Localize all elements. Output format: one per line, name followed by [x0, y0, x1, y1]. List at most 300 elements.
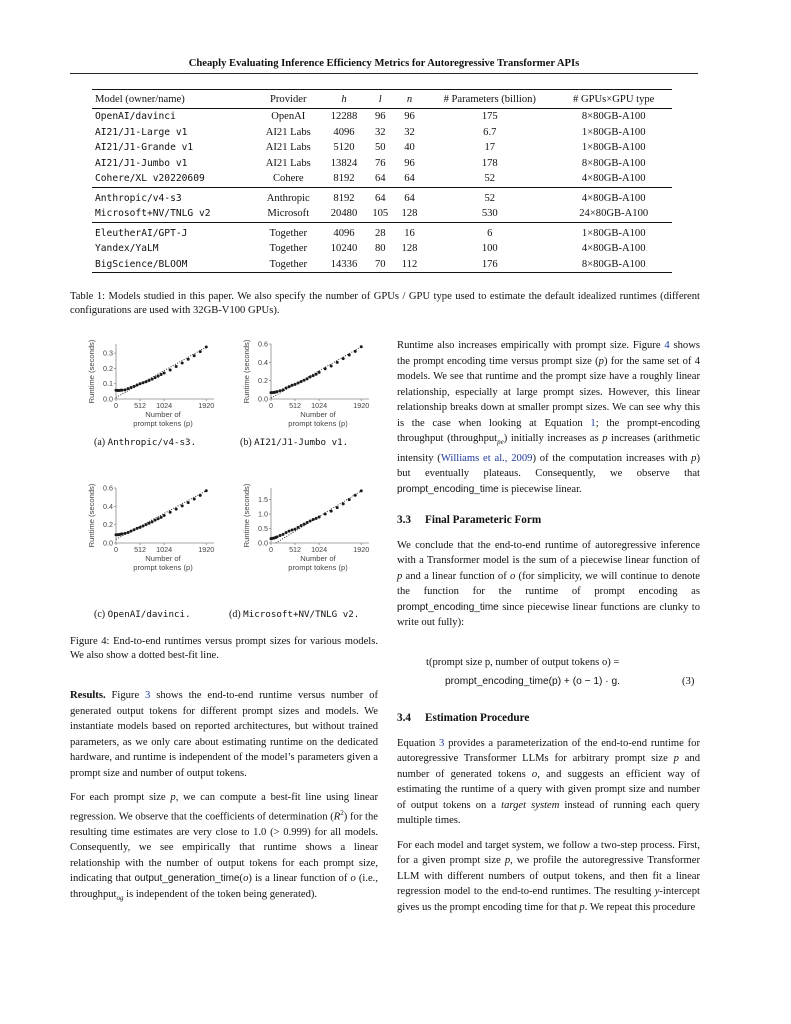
cell-model: Anthropic/v4-s3: [95, 192, 182, 204]
function-name: output_generation_time: [134, 873, 240, 885]
y-tick-label: 0.5: [258, 524, 268, 534]
section-title: Estimation Procedure: [425, 712, 530, 724]
data-point: [324, 367, 327, 370]
cell-l: 64: [374, 192, 386, 204]
col-provider: Provider: [270, 93, 307, 105]
data-point: [127, 531, 130, 534]
data-point: [124, 532, 127, 535]
text: (: [239, 873, 244, 885]
data-point: [282, 533, 285, 536]
x-axis-label: Number of: [145, 410, 181, 419]
cell-h: 20480: [330, 208, 358, 220]
cell-params: 100: [481, 243, 498, 255]
cell-h: 12288: [330, 111, 358, 123]
x-tick-label: 1920: [353, 401, 370, 410]
x-tick-label: 512: [289, 545, 302, 554]
section-number: 3.3: [397, 514, 411, 527]
y-tick-label: 0.1: [103, 379, 113, 389]
runtime-paragraph: [397, 338, 700, 497]
section-3-3-paragraph: [397, 538, 700, 631]
bestfit-paragraph: For each prompt size p, we can compute a best-fit line using linear regression. We observe that the coefficients of determination $(R^2)$ for the resulting time estimates are very close to 1.0 (> 0.999) for all models. Consequently, we see empirically that runtime shows a linear relationship with the number of output tokens for each prompt size, indicating that output_generation_time(o) is a linear function of o (i.e., throughput$_{og}$ is independent of the token being generated).: [70, 792, 379, 902]
var-r: R: [333, 811, 341, 823]
text: For each prompt size: [70, 792, 171, 803]
x-axis-label: Number of: [145, 554, 181, 563]
x-tick-label: 1024: [156, 401, 173, 410]
cell-n: 16: [404, 227, 415, 239]
running-title: Cheaply Evaluating Inference Efficiency Metrics for Autoregressive Transformer APIs: [188, 58, 580, 69]
y-tick-label: 0.2: [258, 376, 268, 386]
text: ) for the resulting time estimates are very close to 1.0 (> 0.999) for all models. Consequently, we see empirically that runtime shows a linear relationship with the number of output tokens for each prompt size, indicating that: [70, 811, 379, 885]
y-tick-label: 0.0: [103, 394, 113, 404]
x-tick-label: 1920: [198, 545, 215, 554]
y-axis-label: Runtime (seconds): [242, 483, 251, 548]
x-tick-label: 512: [134, 545, 147, 554]
data-point: [133, 528, 136, 531]
x-tick-label: 512: [289, 401, 302, 410]
var-y: y: [654, 886, 660, 897]
cell-n: 128: [401, 208, 418, 220]
text: provides a parameterization of the end-to-end runtime for autoregressive Transformer LLMs for arbitrary prompt size: [397, 737, 700, 764]
text: , we can compute a best-fit line using linear regression. We observe that the coefficients of determination (: [70, 792, 378, 823]
equation-number: (3): [682, 676, 695, 687]
cell-n: 64: [404, 192, 415, 204]
data-point: [154, 376, 157, 379]
data-point: [163, 514, 166, 517]
cell-provider: Microsoft: [267, 208, 310, 220]
y-tick-label: 1.5: [258, 495, 268, 505]
text: We conclude that the end-to-end runtime of autoregressive inference with a Transformer model is the sum of a piecewise linear function of: [397, 539, 700, 567]
data-point: [330, 510, 333, 513]
data-point: [193, 498, 196, 501]
subcaption-a: [94, 437, 196, 448]
left-column: [70, 688, 378, 906]
cell-l: 105: [372, 208, 389, 220]
data-point: [136, 383, 139, 386]
text: ; the prompt-encoding throughput (throughput: [397, 417, 700, 444]
cell-l: 80: [374, 243, 386, 255]
data-point: [312, 518, 315, 521]
var-p: p: [397, 570, 403, 582]
table-row: [92, 241, 672, 257]
data-point: [297, 526, 300, 529]
cell-params: 6.7: [483, 126, 497, 138]
cell-model: AI21/J1-Grande v1: [95, 142, 194, 154]
x-tick-label: 0: [114, 545, 118, 554]
cell-provider: AI21 Labs: [265, 142, 311, 154]
subcaption-model: OpenAI/davinci.: [107, 609, 191, 620]
data-point: [139, 526, 142, 529]
text: Figure: [105, 690, 146, 701]
cell-model: OpenAI/davinci: [95, 111, 176, 123]
cell-gpus: 8×80GB-A100: [581, 111, 646, 123]
data-point: [303, 523, 306, 526]
y-tick-label: 1.0: [258, 509, 268, 519]
cell-gpus: 8×80GB-A100: [581, 157, 646, 169]
right-column: [397, 338, 700, 631]
data-point: [354, 494, 357, 497]
text: (for simplicity, we will continue to denote the function for the runtime of prompt encoding as: [397, 570, 700, 598]
col-n: n: [406, 93, 413, 105]
data-point: [127, 387, 130, 390]
x-tick-label: 1920: [198, 401, 215, 410]
var-p: p: [691, 452, 697, 464]
data-point: [199, 350, 202, 353]
cell-params: 175: [481, 111, 498, 123]
data-point: [163, 372, 166, 375]
data-point: [187, 358, 190, 361]
data-point: [279, 534, 282, 537]
var-o: o: [510, 570, 516, 582]
x-tick-label: 1024: [311, 545, 328, 554]
cell-gpus: 1×80GB-A100: [581, 126, 646, 138]
cell-h: 8192: [333, 173, 355, 185]
data-point: [133, 385, 136, 388]
var-p: p: [170, 792, 176, 803]
x-axis-label: Number of: [300, 554, 336, 563]
text: and number of generated tokens: [397, 753, 700, 780]
x-tick-label: 1024: [156, 545, 173, 554]
data-point: [336, 506, 339, 509]
data-point: [342, 357, 345, 360]
data-point: [342, 502, 345, 505]
data-point: [157, 375, 160, 378]
col-l: l: [378, 93, 382, 105]
text: shows the end-to-end runtime versus number of generated output tokens for different prompt sizes and models. We instantiate models based on reported architectures, but without trained parameters, as we only care about estimating runtime on the dedicated hardware, and runtime is independent of the model’s parameters given a prompt size and number of output tokens.: [70, 690, 378, 779]
y-tick-label: 0.4: [258, 357, 268, 367]
equation-1-link[interactable]: 1: [590, 417, 596, 429]
var-p: p: [673, 753, 679, 764]
x-tick-label: 0: [114, 401, 118, 410]
data-point: [205, 346, 208, 349]
table-row: [92, 171, 672, 187]
cell-provider: OpenAI: [271, 111, 306, 123]
figure-caption: Figure 4: End-to-end runtimes versus prompt sizes for various models. We also show a dotted best-fit line.: [70, 636, 378, 662]
cell-l: 28: [374, 227, 386, 239]
text: ) for the same set of 4 models. We see that runtime and the prompt size have a roughly linear relationship, especially at large prompt sizes. However, this linear relationship breaks down at smaller prompt sizes. We can see why this is the case when looking at Equation: [397, 355, 700, 429]
cell-gpus: 24×80GB-A100: [579, 208, 649, 220]
section-3-3-heading: [397, 513, 700, 529]
x-tick-label: 1024: [311, 401, 328, 410]
cell-l: 70: [374, 258, 386, 270]
var-p: p: [579, 901, 585, 913]
table-header-row: [92, 90, 672, 109]
function-name: prompt_encoding_time: [397, 601, 499, 613]
data-point: [136, 527, 139, 530]
data-point: [291, 528, 294, 531]
data-point: [130, 530, 133, 533]
chart-d: [233, 482, 383, 582]
cell-params: 6: [487, 227, 493, 239]
col-model: Model (owner/name): [95, 93, 185, 105]
y-tick-label: 0.2: [103, 520, 113, 530]
data-point: [142, 381, 145, 384]
best-fit-line: [271, 347, 361, 398]
table-row: [92, 156, 672, 172]
text: is piecewise linear.: [498, 483, 582, 495]
figure-4-link[interactable]: 4: [664, 340, 670, 351]
cell-model: BigScience/BLOOM: [95, 258, 188, 270]
equation-3-link[interactable]: 3: [439, 737, 445, 749]
text: ) initially increases as: [503, 433, 603, 444]
subscript: og: [116, 893, 124, 902]
cell-model: Cohere/XL v20220609: [95, 173, 205, 185]
cell-params: 52: [484, 173, 496, 185]
subfigure-d: [233, 482, 383, 630]
table-caption: Table 1: Models studied in this paper. We also specify the number of GPUs / GPU type used to estimate the default idealized runtimes (different configurations are used with 32GB-V100 GPUs).: [70, 291, 700, 317]
var-p: p: [504, 855, 511, 866]
x-axis-label: prompt tokens (p): [288, 419, 348, 428]
subfigure-a: [78, 338, 228, 486]
cell-h: 4096: [333, 227, 355, 239]
data-point: [348, 498, 351, 501]
data-point: [294, 528, 297, 531]
cell-provider: Together: [269, 243, 308, 255]
emphasis: target system: [501, 799, 560, 811]
data-point: [324, 513, 327, 516]
data-point: [318, 371, 321, 374]
data-point: [181, 504, 184, 507]
var-o: o: [531, 768, 538, 780]
cell-model: Microsoft+NV/TNLG v2: [95, 208, 211, 220]
cell-model: AI21/J1-Jumbo v1: [95, 157, 188, 169]
x-axis-label: prompt tokens (p): [288, 563, 348, 572]
y-axis-label: Runtime (seconds): [87, 483, 96, 548]
data-point: [145, 523, 148, 526]
chart-b: [233, 338, 383, 438]
table-row: [92, 140, 672, 156]
data-point: [330, 365, 333, 368]
data-point: [187, 501, 190, 504]
data-point: [193, 354, 196, 357]
cell-model: Yandex/YaLM: [95, 243, 159, 255]
x-axis-label: prompt tokens (p): [133, 563, 193, 572]
text: increases (arithmetic intensity (: [397, 433, 700, 464]
subscript: pe: [497, 438, 504, 447]
col-h: h: [341, 93, 347, 105]
cell-h: 13824: [330, 157, 358, 169]
subcaption-c: [94, 609, 191, 620]
cell-gpus: 4×80GB-A100: [581, 173, 646, 185]
cell-n: 32: [404, 126, 415, 138]
figure-3-link[interactable]: 3: [145, 690, 151, 701]
data-point: [279, 389, 282, 392]
cell-model: AI21/J1-Large v1: [95, 126, 188, 138]
var-o: o: [243, 873, 249, 885]
section-number: 3.4: [397, 712, 411, 724]
subcaption-b: [240, 437, 348, 448]
cell-n: 128: [401, 243, 418, 255]
equation-line-1: t(prompt size p, number of output tokens o) =: [426, 657, 620, 668]
cell-n: 64: [404, 173, 415, 185]
y-tick-label: 0.6: [258, 339, 268, 349]
data-point: [148, 522, 151, 525]
cell-n: 112: [401, 258, 418, 270]
text: ) of the computation increases with: [532, 452, 692, 464]
subfigure-b: [233, 338, 383, 486]
data-point: [124, 388, 127, 391]
var-p: p: [598, 355, 604, 367]
chart-a: [78, 338, 228, 438]
text: is independent of the token being generated).: [123, 888, 318, 900]
text: For each model and target system, we follow a two-step process. First, for a given prompt size: [397, 839, 700, 866]
subcaption-label: (d): [229, 609, 241, 620]
data-point: [181, 361, 184, 364]
data-point: [169, 511, 172, 514]
section-3-4-paragraph-1: [397, 736, 700, 829]
cell-params: 178: [481, 157, 498, 169]
table-row: [92, 187, 672, 206]
cell-provider: Anthropic: [266, 192, 310, 204]
equation-line-2: prompt_encoding_time(p) + (o − 1) · g.: [445, 676, 620, 687]
data-point: [151, 520, 154, 523]
text: (i.e., throughput: [70, 873, 378, 900]
cell-n: 96: [404, 111, 415, 123]
data-point: [276, 390, 279, 393]
data-point: [175, 365, 178, 368]
text: shows the prompt encoding time versus prompt size (: [397, 340, 700, 367]
results-paragraph: [70, 688, 378, 781]
data-point: [309, 376, 312, 379]
table-row: [92, 125, 672, 141]
data-point: [318, 515, 321, 518]
table-row: [92, 222, 672, 241]
x-tick-label: 1920: [353, 545, 370, 554]
data-point: [315, 373, 318, 376]
subcaption-d: [229, 609, 359, 620]
text: Equation: [397, 737, 440, 749]
cell-h: 5120: [333, 142, 355, 154]
data-point: [148, 379, 151, 382]
cell-gpus: 4×80GB-A100: [581, 243, 646, 255]
table-row: [92, 257, 672, 273]
x-tick-label: 512: [134, 401, 147, 410]
subfigure-c: [78, 482, 228, 630]
subcaption-model: Anthropic/v4-s3.: [107, 437, 197, 448]
cell-gpus: 1×80GB-A100: [581, 227, 646, 239]
data-point: [360, 489, 363, 492]
data-point: [300, 524, 303, 527]
table-body: [92, 109, 672, 273]
table-row: [92, 109, 672, 125]
data-point: [139, 382, 142, 385]
data-point: [285, 531, 288, 534]
data-point: [300, 380, 303, 383]
cell-model: EleutherAI/GPT-J: [95, 227, 188, 239]
x-tick-label: 0: [269, 401, 273, 410]
data-point: [157, 517, 160, 520]
cell-h: 8192: [333, 192, 355, 204]
header-rule: [70, 73, 698, 74]
cell-provider: Together: [269, 227, 308, 239]
text: , we profile the autoregressive Transformer LLM with different numbers of output tokens, and then fit a linear regression model to the end-to-end runtimes. The resulting: [397, 855, 700, 897]
var-p: p: [602, 433, 608, 444]
data-point: [336, 361, 339, 364]
data-point: [145, 380, 148, 383]
section-title: Final Parameteric Form: [425, 514, 542, 527]
cell-h: 10240: [330, 243, 358, 255]
data-point: [175, 508, 178, 511]
data-point: [306, 521, 309, 524]
text: , and suggests an efficient way of estimating the runtime of a query with given prompt size and number of output tokens on a: [397, 768, 700, 811]
data-point: [360, 345, 363, 348]
text: Runtime also increases empirically with prompt size. Figure: [397, 340, 665, 351]
cell-params: 52: [484, 192, 496, 204]
subcaption-label: (b): [240, 437, 252, 448]
data-point: [297, 381, 300, 384]
best-fit-line: [116, 491, 206, 540]
y-tick-label: 0.0: [103, 538, 113, 548]
x-axis-label: Number of: [300, 410, 336, 419]
y-tick-label: 0.3: [103, 348, 113, 358]
data-point: [288, 385, 291, 388]
subcaption-model: AI21/J1-Jumbo v1.: [254, 437, 349, 448]
data-point: [169, 368, 172, 371]
section-3-4-heading: [397, 711, 700, 727]
data-point: [288, 530, 291, 533]
y-tick-label: 0.0: [258, 538, 268, 548]
chart-c: [78, 482, 228, 582]
cell-n: 40: [404, 142, 415, 154]
text: ) but eventually plateaus. Consequently, we observe that: [397, 452, 700, 480]
subcaption-label: (c): [94, 609, 106, 620]
y-axis-label: Runtime (seconds): [87, 339, 96, 404]
cell-gpus: 8×80GB-A100: [581, 258, 646, 270]
cell-params: 176: [481, 258, 498, 270]
subcaption-model: Microsoft+NV/TNLG v2.: [243, 609, 360, 620]
cell-params: 17: [484, 142, 496, 154]
cell-l: 50: [374, 142, 386, 154]
y-tick-label: 0.0: [258, 394, 268, 404]
section-3-4: [397, 711, 700, 915]
cell-params: 530: [481, 208, 498, 220]
cell-l: 96: [374, 111, 386, 123]
cell-l: 32: [374, 126, 386, 138]
col-params: # Parameters (billion): [443, 93, 536, 105]
cell-provider: AI21 Labs: [265, 157, 311, 169]
data-point: [291, 384, 294, 387]
col-gpus: # GPUs×GPU type: [573, 93, 655, 105]
text: . We repeat this procedure: [584, 901, 696, 913]
data-point: [142, 525, 145, 528]
data-point: [160, 373, 163, 376]
models-table: [92, 89, 672, 273]
y-tick-label: 0.2: [103, 363, 113, 373]
data-point: [151, 378, 154, 381]
data-point: [348, 354, 351, 357]
section-3-4-paragraph-2: [397, 838, 700, 916]
table-row: [92, 206, 672, 222]
y-axis-label: Runtime (seconds): [242, 339, 251, 404]
data-point: [309, 520, 312, 523]
text: -intercept gives us the prompt encoding time for that: [397, 886, 700, 913]
data-point: [354, 350, 357, 353]
williams-citation-link[interactable]: Williams et al., 2009: [440, 452, 533, 464]
cell-provider: Cohere: [272, 173, 304, 185]
results-lead: Results.: [70, 690, 106, 701]
data-point: [282, 388, 285, 391]
x-tick-label: 0: [269, 545, 273, 554]
y-tick-label: 0.6: [103, 483, 113, 493]
data-point: [276, 535, 279, 538]
var-o: o: [350, 873, 356, 885]
best-fit-line: [116, 347, 206, 397]
data-point: [154, 519, 157, 522]
text: instead of running each query multiple times.: [397, 799, 700, 826]
text: ) is a linear function of: [248, 873, 351, 885]
data-point: [315, 517, 318, 520]
y-tick-label: 0.4: [103, 501, 113, 511]
data-point: [306, 377, 309, 380]
